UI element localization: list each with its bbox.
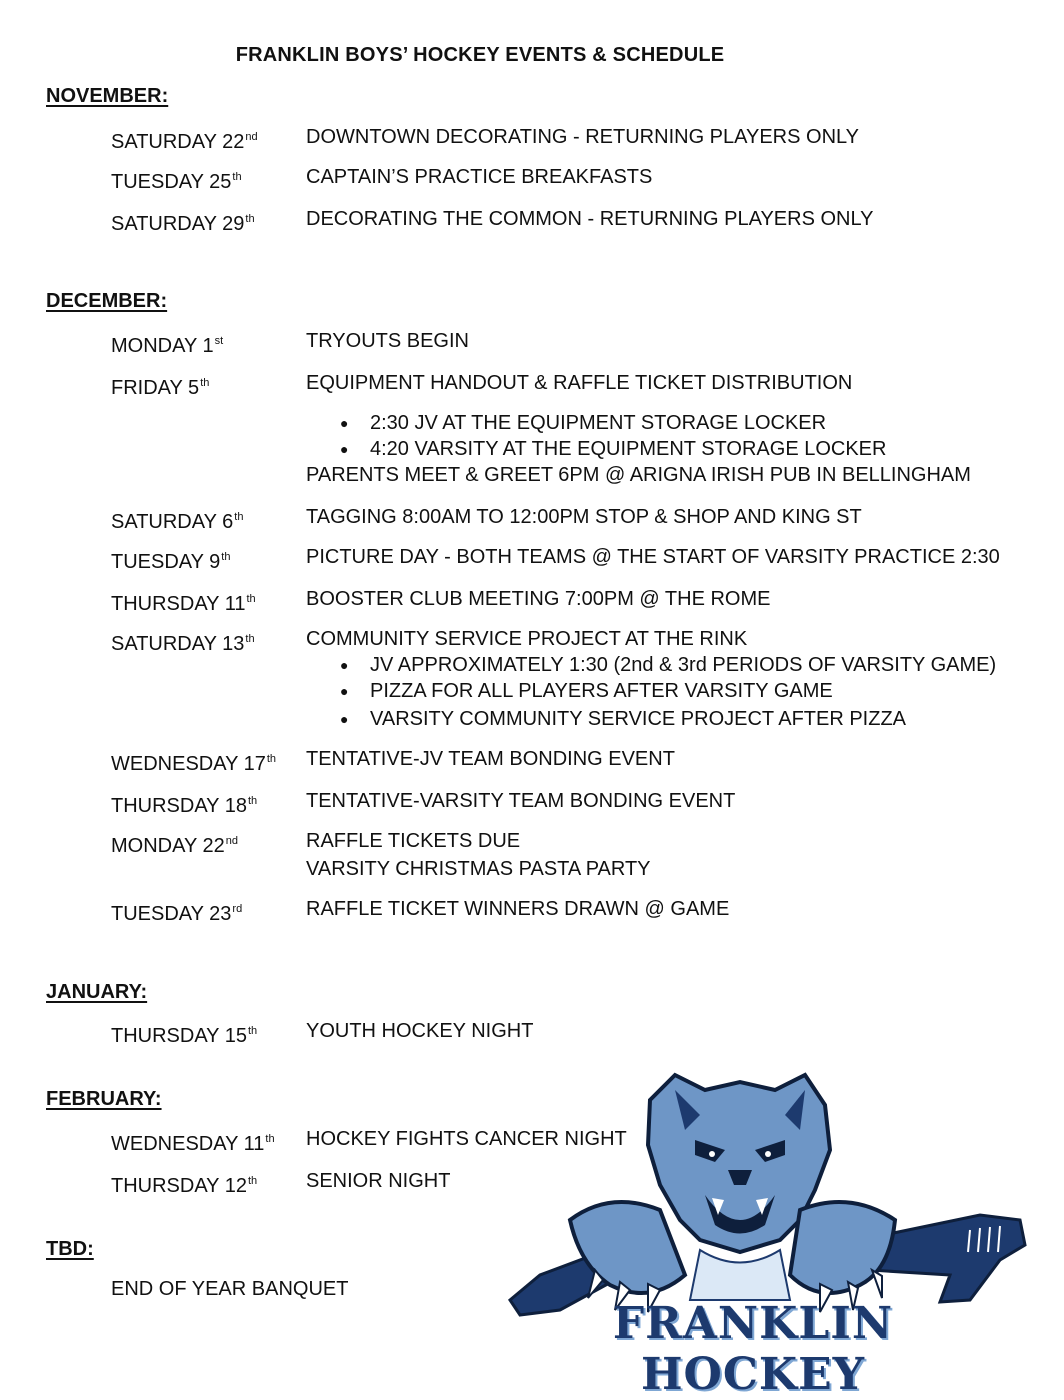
event-date: THURSDAY 12th — [111, 1175, 258, 1197]
event-date: FRIDAY 5th — [111, 377, 210, 399]
event-text: END OF YEAR BANQUET — [111, 1278, 349, 1300]
event-date: THURSDAY 15th — [111, 1025, 258, 1047]
event-subtext: VARSITY CHRISTMAS PASTA PARTY — [306, 858, 651, 880]
event-date: SATURDAY 13th — [111, 633, 255, 655]
event-text: COMMUNITY SERVICE PROJECT AT THE RINK — [306, 628, 748, 650]
bullet-icon: ● — [340, 415, 349, 431]
event-date: WEDNESDAY 11th — [111, 1133, 275, 1155]
month-heading-november: NOVEMBER: — [46, 85, 169, 107]
event-date: MONDAY 22nd — [111, 835, 238, 857]
bullet-icon: ● — [340, 711, 349, 727]
event-text: HOCKEY FIGHTS CANCER NIGHT — [306, 1128, 627, 1150]
event-text: BOOSTER CLUB MEETING 7:00PM @ THE ROME — [306, 588, 771, 610]
event-date: TUESDAY 9th — [111, 551, 231, 573]
event-date: SATURDAY 6th — [111, 511, 244, 533]
event-text: RAFFLE TICKETS DUE — [306, 830, 521, 852]
event-date: TUESDAY 25th — [111, 171, 242, 193]
event-text: YOUTH HOCKEY NIGHT — [306, 1020, 534, 1042]
event-date: SATURDAY 29th — [111, 213, 255, 235]
month-heading-february: FEBRUARY: — [46, 1088, 162, 1110]
event-date: THURSDAY 18th — [111, 795, 258, 817]
event-date: TUESDAY 23rd — [111, 903, 243, 925]
event-text: DECORATING THE COMMON - RETURNING PLAYERS ONLY — [306, 208, 874, 230]
bullet-icon: ● — [340, 683, 349, 699]
bullet-icon: ● — [340, 441, 349, 457]
event-text: TENTATIVE-VARSITY TEAM BONDING EVENT — [306, 790, 736, 812]
month-heading-december: DECEMBER: — [46, 290, 168, 312]
event-text: TAGGING 8:00AM TO 12:00PM STOP & SHOP AND KING ST — [306, 506, 862, 528]
logo-wordmark: FRANKLIN HOCKEY — [612, 1298, 894, 1400]
event-date: THURSDAY 11th — [111, 593, 256, 615]
event-text: EQUIPMENT HANDOUT & RAFFLE TICKET DISTRIBUTION — [306, 372, 853, 394]
month-heading-january: JANUARY: — [46, 981, 148, 1003]
event-text: TRYOUTS BEGIN — [306, 330, 469, 352]
event-date: MONDAY 1st — [111, 335, 224, 357]
event-date: SATURDAY 22nd — [111, 131, 258, 153]
event-subtext: PARENTS MEET & GREET 6PM @ ARIGNA IRISH PUB IN BELLINGHAM — [306, 464, 971, 486]
event-text: SENIOR NIGHT — [306, 1170, 451, 1192]
bullet-icon: ● — [340, 657, 349, 673]
event-date: WEDNESDAY 17th — [111, 753, 277, 775]
page-title: FRANKLIN BOYS’ HOCKEY EVENTS & SCHEDULE — [235, 44, 725, 66]
month-heading-tbd: TBD: — [46, 1238, 94, 1260]
event-text: CAPTAIN’S PRACTICE BREAKFASTS — [306, 166, 653, 188]
event-text: DOWNTOWN DECORATING - RETURNING PLAYERS ONLY — [306, 126, 859, 148]
event-text: PICTURE DAY - BOTH TEAMS @ THE START OF VARSITY PRACTICE 2:30 — [306, 546, 1000, 568]
event-text: RAFFLE TICKET WINNERS DRAWN @ GAME — [306, 898, 730, 920]
event-text: TENTATIVE-JV TEAM BONDING EVENT — [306, 748, 675, 770]
